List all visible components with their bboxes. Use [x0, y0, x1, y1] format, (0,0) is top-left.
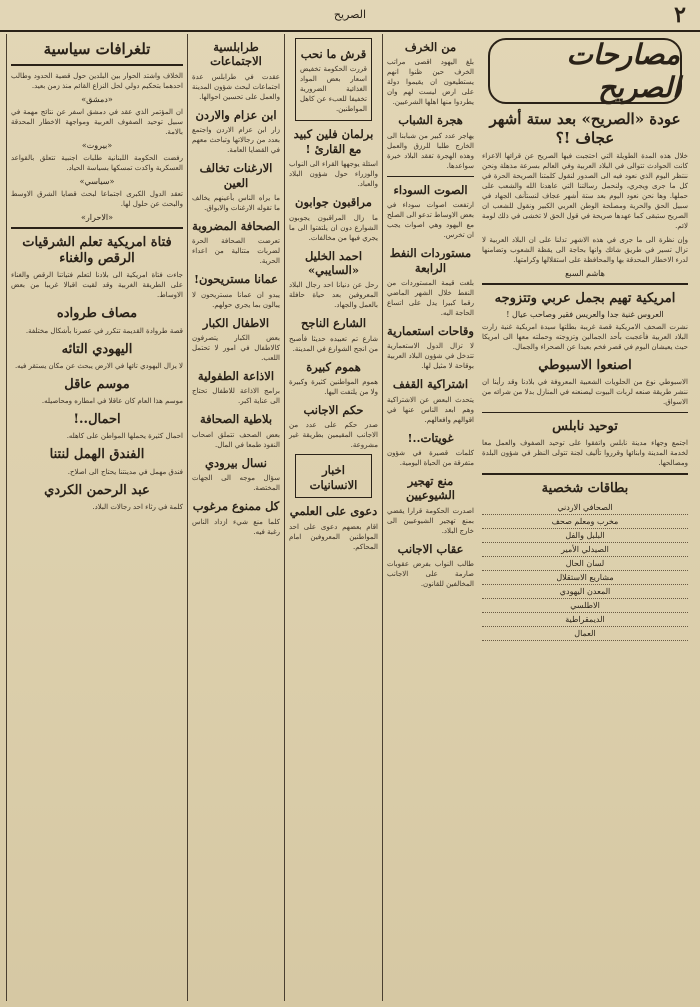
masthead-logo: مصارحات الصريح — [488, 38, 682, 104]
article-text: موسم هذا العام كان عاقلا في امطاره ومحاصيله. — [41, 397, 183, 405]
article-text: ان المؤتمر الذي عقد في دمشق اسفر عن نتائج مهمة في سبيل توحيد الصفوف العربية ومواجهة الاخطار المحدقة بالامة. — [11, 107, 183, 136]
article-text: كلمة في رثاء احد رجالات البلاد. — [92, 502, 183, 511]
article-text: الخلاف واشتد الحوار بين البلدين حول قضية الحدود وطالب احدهما بتحكيم دولي لحل النزاع القائم منذ زمن بعيد. — [11, 71, 183, 90]
article-text: تعرضت الصحافة الحرة لضربات متتالية من اعداء الحرية. — [192, 237, 280, 266]
column-3 — [284, 34, 382, 1001]
article-headline: الاذاعة الطفولية — [197, 369, 275, 383]
article-text: ارتفعت اصوات سوداء في بعض الاوساط تدعو الى الصلح مع اليهود وهي اصوات يجب ان تخرس. — [387, 201, 474, 240]
column-2 — [382, 34, 478, 1001]
article-text: بعض الكبار يتصرفون كالاطفال في امور لا تحتمل اللعب. — [192, 334, 280, 362]
section-label: «بيروت» — [81, 140, 113, 150]
article-headline: الفندق الهمل لنتنا — [49, 447, 145, 463]
article-headline: مستوردات النفط الرابعة — [389, 246, 472, 275]
article-text: سؤال موجه الى الجهات المختصة. — [192, 474, 280, 493]
article-text: قصة طروادة القديمة تتكرر في عصرنا بأشكال مختلفة. — [25, 326, 183, 335]
article-headline: موسم عاقل — [64, 376, 130, 392]
article-headline: هجرة الشباب — [398, 113, 463, 128]
article-headline: فتاة امريكية تعلم الشرقيات الرقص والغناء — [22, 234, 172, 266]
list-item: البلبل والفل — [482, 529, 688, 543]
article-text: زار ابن عزام الاردن واجتمع بعدد من رجالاتها وتباحث معهم في القضايا العامة. — [192, 126, 280, 155]
article-headline: كل ممنوع مرغوب — [192, 499, 280, 514]
article-headline: منع تهجير الشيوعيين — [406, 474, 455, 503]
article-text: الاسبوطي نوع من الحلويات الشعبية المعروفة في بلادنا وقد رأينا ان ننشر طريقة صنعه لربات البيوت ليصنعنه في المنازل بدلا من شرائه من الاسواق. — [482, 378, 688, 406]
column-5 — [6, 34, 187, 1001]
divider — [482, 473, 688, 475]
section-label: «دمشق» — [81, 94, 113, 104]
article-headline: احمال..! — [73, 412, 121, 427]
article-text: جاءت فتاة امريكية الى بلادنا لتعلم فتياتنا الرقص والغناء على الطريقة الغربية وقد لقيت اقبالا غريبا من بعض الاوساط. — [11, 271, 183, 300]
divider — [387, 176, 474, 177]
lead-signature: هاشم السبع — [565, 268, 605, 278]
article-headline: احمد الخليل «السايبي» — [304, 248, 363, 277]
article-text: بلغ اليهود اقصى مراتب الخرف حين ظنوا انهم يستطيعون ان يقيموا دولة على ارض ليست لهم وان يطردوا منها اهلها الشرعيين. — [387, 58, 474, 107]
article-text: لا تزال الدول الاستعمارية تتدخل في شؤون البلاد العربية بوقاحة لا مثيل لها. — [387, 342, 474, 371]
lead-headline: عودة «الصريح» بعد ستة أشهر عجاف !؟ — [489, 110, 681, 147]
article-headline: حكم الاجانب — [303, 403, 364, 417]
list-item: الاطلسي — [482, 599, 688, 613]
article-headline: الاطفال الكبار — [202, 315, 270, 330]
article-text: ما زال المراقبون يجوبون الشوارع دون ان يلتفتوا الى ما يجري فيها من مخالفات. — [289, 213, 378, 242]
list-item: العمال — [482, 627, 688, 641]
article-text: اصدرت الحكومة قرارا يقضي بمنع تهجير الشيوعيين الى خارج البلاد. — [387, 506, 474, 535]
divider — [11, 227, 183, 229]
article-text: كلما منع شيء ازداد الناس رغبة فيه. — [192, 517, 280, 536]
article-headline: امريكية تهيم بجمل عربي وتتزوجه — [494, 290, 676, 306]
telegrams-title: تلغرافات سياسية — [43, 40, 151, 58]
list-item: الديمقراطية — [482, 613, 688, 627]
article-text: شارع تم تعبيده حديثا فأصبح من انجح الشوارع في المدينة. — [289, 334, 378, 353]
section-label: «الاحرار» — [80, 212, 114, 222]
cards-list — [482, 501, 688, 641]
article-text: برامج الاذاعة للاطفال تحتاج الى عناية اكبر. — [192, 387, 280, 406]
article-headline: ابن عزام والاردن — [195, 107, 277, 122]
article-headline: اليهودي التائه — [61, 341, 133, 357]
article-headline: طرابلسية الاجتماعات — [210, 40, 262, 69]
article-text: اقام بعضهم دعوى على احد المواطنين المعروفين امام المحاكم. — [289, 522, 378, 551]
article-headline: مراقبون جوابون — [295, 195, 372, 210]
running-head: الصريح — [333, 8, 367, 21]
article-subheadline: العروس غنية جدا والعريس فقير وصاحب عيال ! — [506, 309, 664, 319]
article-headline: عبد الرحمن الكردي — [44, 482, 150, 498]
article-text: فندق مهمل في مدينتنا يحتاج الى اصلاح. — [67, 467, 183, 476]
article-headline: مصاف طرواده — [56, 306, 138, 322]
list-item: لسان الحال — [482, 557, 688, 571]
list-item: مخرب ومعلم صحف — [482, 515, 688, 529]
section-label: «سياسي» — [79, 176, 115, 186]
page-header — [0, 0, 700, 32]
article-text: هموم المواطنين كثيرة وكبيرة ولا من يلتفت اليها. — [289, 378, 378, 396]
article-text: رفضت الحكومة اللبنانية طلبات اجنبية تتعلق بالقواعد العسكرية واكدت تمسكها بسياسة الحياد. — [11, 153, 183, 172]
boxed-item — [295, 38, 372, 121]
article-headline: الصوت السوداء — [393, 182, 468, 197]
divider — [11, 64, 183, 66]
boxed-item — [295, 454, 372, 498]
article-headline: بلاطية الصحافة — [199, 412, 273, 427]
article-text: عقدت في طرابلس عدة اجتماعات لبحث شؤون المدينة والعمل على تحسين احوالها. — [192, 72, 280, 101]
article-headline: دعوى على العلمي — [289, 504, 378, 519]
article-headline: وقاحات استعمارية — [387, 323, 474, 338]
article-headline: نسال بيرودي — [204, 455, 267, 470]
divider — [482, 412, 688, 413]
article-text: تعقد الدول الكبرى اجتماعا لبحث قضايا الشرق الاوسط والبحث عن حلول لها. — [11, 189, 183, 208]
box-title: اخبار الانسانيات — [309, 463, 358, 492]
lead-text: خلال هذه المدة الطويلة التي احتجبت فيها الصريح عن قرائها الاعزاء كانت الحوادث تتوالى في البلاد العربية وفي العالم بسرعة مذهلة ونحن ننتظر اليوم الذي نعود فيه الى الصدور لنقول كلمتنا الصريحة الحرة في كل ما جرى ويجري، ولنحمل رسالتنا التي عاهدنا الله والشعب على حملها. وها نحن نعود اليوم بعد ستة أشهر عجاف لنستأنف الجهاد في سبيل الحق والحرية ومصلحة الوطن العربي الكبير ونقول للشعب ان الصريح ستبقى كما عهدها صريحة في قول الحق لا تخشى في ذلك لومة لائم. — [482, 151, 688, 230]
article-headline: الصحافة المضروبة — [192, 218, 280, 233]
list-item: الصيدلي الأمير — [482, 543, 688, 557]
box-title: قرش ما نحب — [300, 47, 367, 61]
article-text: يتحدث البعض عن الاشتراكية وهم ابعد الناس عنها في اقوالهم وافعالهم. — [387, 395, 474, 424]
article-text: احمال كثيرة يحملها المواطن على كاهله. — [66, 432, 183, 441]
article-text: لا يزال اليهودي تائها في الارض يبحث عن مكان يستقر فيه. — [14, 361, 183, 370]
article-headline: توحيد نابلس — [552, 419, 618, 434]
article-text: نشرت الصحف الامريكية قصة غريبة بطلتها سيدة امريكية غنية زارت البلاد العربية فأعجبت بأحد الجمالين وتزوجته وحملته معها الى امريكا حيث يعيشان اليوم في قصر فخم بعيدا عن الصحراء والجمال. — [482, 322, 688, 351]
article-headline: غويتات..! — [407, 430, 454, 445]
article-text: كلمات قصيرة في شؤون متفرقة من الحياة اليومية. — [387, 449, 474, 467]
article-text: يبدو ان عمانا مستريحون لا يبالون بما يجري حولهم. — [192, 290, 280, 309]
list-item: المعدن اليهودي — [482, 585, 688, 599]
lead-text-2: وإن نظرة الى ما جرى في هذه الاشهر تدلنا على ان البلاد العربية لا تزال تسير في طريق شائك وانها بحاجة الى يقظة الشعوب وتضامنها لدرء الاخطار المحدقة بها والمحافظة على استقلالها وكرامتها. — [482, 235, 688, 264]
article-headline: هموم كبيرة — [306, 359, 361, 374]
article-headline: اشتراكية القفف — [392, 377, 469, 392]
article-text: بعض الصحف تتملق اصحاب النفوذ طمعا في المال. — [192, 430, 280, 449]
cards-headline: بطاقات شخصية — [541, 481, 629, 497]
list-item: الصحافي الاردني — [482, 501, 688, 515]
article-text: اسئلة يوجهها القراء الى النواب والوزراء حول شؤون البلاد والعباد. — [289, 160, 378, 189]
article-headline: برلمان فلين كبيد مع القارئ ! — [293, 127, 374, 156]
article-text: ما يراه الناس بأعينهم يخالف ما تقوله الارغنات والابواق. — [192, 193, 280, 212]
article-headline: اصنعوا الاسبوطي — [538, 357, 632, 373]
list-item: مشاريع الاستقلال — [482, 571, 688, 585]
box-text: قررت الحكومة تخفيض اسعار بعض المواد الغذائية الضرورية تخفيفا للعبء عن كاهل المواطنين. — [300, 65, 367, 114]
column-1 — [478, 34, 692, 1001]
article-headline: من الخرف — [404, 40, 457, 54]
article-headline: عمانا مستريحون! — [193, 272, 278, 287]
article-text: اجتمع وجهاء مدينة نابلس واتفقوا على توحيد الصفوف والعمل معا لخدمة المدينة وابنائها وقرروا تأليف لجنة تتولى النظر في شؤون البلدة ومصالحها. — [482, 439, 688, 468]
article-headline: الارغنات تخالف العين — [199, 161, 273, 190]
article-text: صدر حكم على عدد من الاجانب المقيمين بطريقة غير مشروعة. — [289, 421, 378, 450]
page-number: ٢ — [674, 2, 686, 28]
divider — [482, 283, 688, 285]
article-headline: عقاب الاجانب — [397, 541, 464, 556]
column-4 — [187, 34, 284, 1001]
article-headline: الشارع الناجح — [300, 316, 367, 331]
article-text: رحل عن دنيانا احد رجال البلاد المعروفين بعد حياة حافلة بالعمل والجهاد. — [289, 281, 378, 310]
article-text: بلغت قيمة المستوردات من النفط خلال الشهر الماضي رقما كبيرا يدل على اتساع الحاجة اليه. — [387, 278, 474, 317]
article-text: يهاجر عدد كبير من شبابنا الى الخارج طلبا للرزق والعمل وهذه الهجرة تفقد البلاد خيرة سواعدها. — [387, 131, 474, 170]
article-text: طالب النواب بفرض عقوبات صارمة على الاجانب المخالفين للقانون. — [387, 560, 474, 589]
